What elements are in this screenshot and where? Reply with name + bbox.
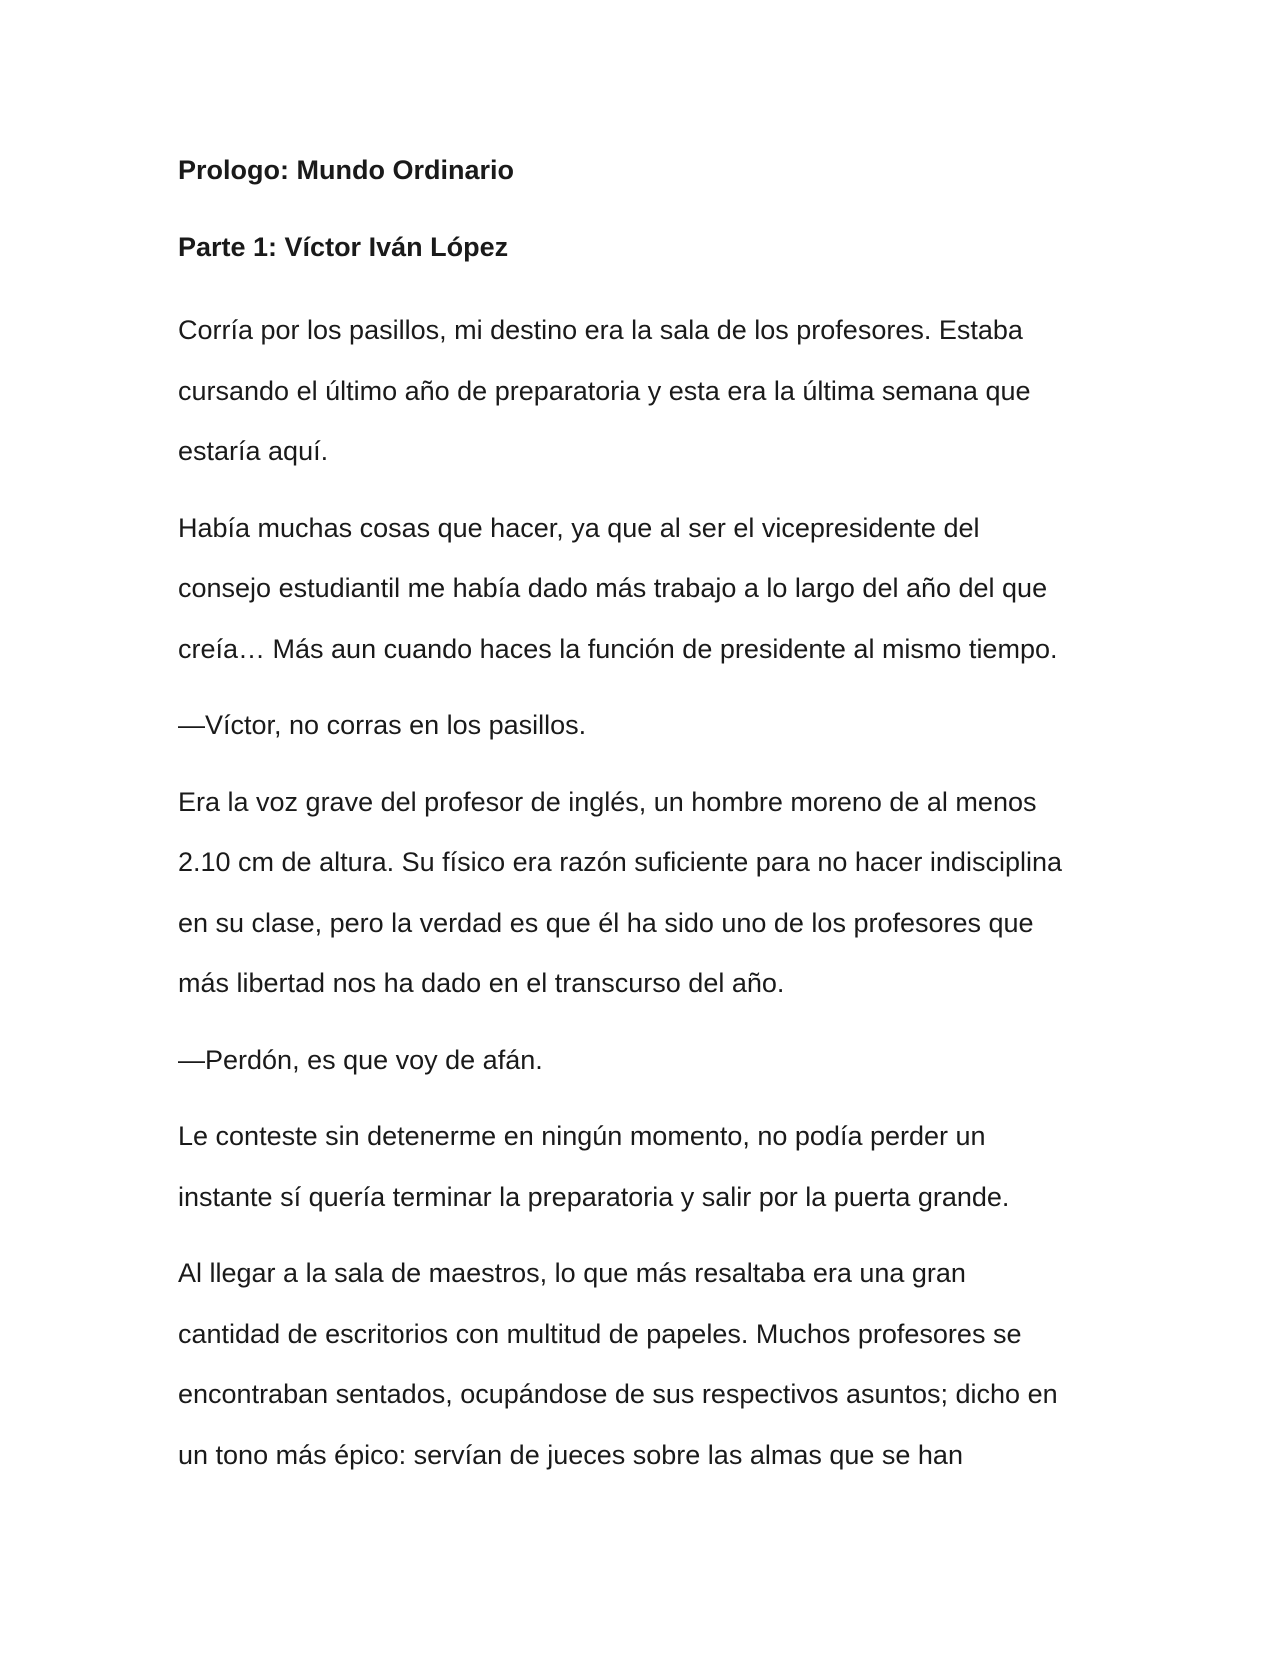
text-line: instante sí quería terminar la preparatoria y salir por la puerta grande. bbox=[178, 1181, 1010, 1212]
text-line: Le conteste sin detenerme en ningún momento, no podía perder un bbox=[178, 1121, 986, 1151]
text-line: —Víctor, no corras en los pasillos. bbox=[178, 710, 587, 740]
text-line: en su clase, pero la verdad es que él ha sido uno de los profesores que bbox=[178, 907, 1034, 938]
text-line: consejo estudiantil me había dado más trabajo a lo largo del año del que bbox=[178, 573, 1048, 603]
text-line: más libertad nos ha dado en el transcurso del año. bbox=[178, 968, 785, 998]
paragraph bbox=[178, 1106, 1118, 1227]
dialogue-line bbox=[178, 1030, 1118, 1091]
text-line: estaría aquí. bbox=[178, 436, 329, 466]
text-line: Al llegar a la sala de maestros, lo que más resaltaba era una gran bbox=[178, 1258, 966, 1288]
chapter-title: Parte 1: Víctor Iván López bbox=[178, 232, 509, 262]
paragraph bbox=[178, 498, 1118, 680]
text-line: encontraban sentados, ocupándose de sus respectivos asuntos; dicho en bbox=[178, 1379, 1058, 1409]
text-line: cursando el último año de preparatoria y esta era la última semana que bbox=[178, 375, 1031, 406]
paragraph bbox=[178, 772, 1118, 1014]
text-line: Había muchas cosas que hacer, ya que al ser el vicepresidente del bbox=[178, 512, 980, 543]
text-line: cantidad de escritorios con multitud de papeles. Muchos profesores se bbox=[178, 1318, 1022, 1349]
paragraph bbox=[178, 300, 1118, 482]
text-line: Corría por los pasillos, mi destino era la sala de los profesores. Estaba bbox=[178, 315, 1023, 345]
prologue-title: Prologo: Mundo Ordinario bbox=[178, 155, 514, 185]
document-body bbox=[178, 146, 1118, 1501]
dialogue-line bbox=[178, 695, 1118, 756]
text-line: Era la voz grave del profesor de inglés, un hombre moreno de al menos bbox=[178, 786, 1037, 817]
text-line: creía… Más aun cuando haces la función de presidente al mismo tiempo. bbox=[178, 633, 1058, 664]
text-line: —Perdón, es que voy de afán. bbox=[178, 1044, 543, 1075]
paragraph bbox=[178, 1243, 1118, 1485]
text-line: un tono más épico: servían de jueces sobre las almas que se han bbox=[178, 1439, 963, 1470]
text-line: 2.10 cm de altura. Su físico era razón suficiente para no hacer indisciplina bbox=[178, 847, 1062, 877]
